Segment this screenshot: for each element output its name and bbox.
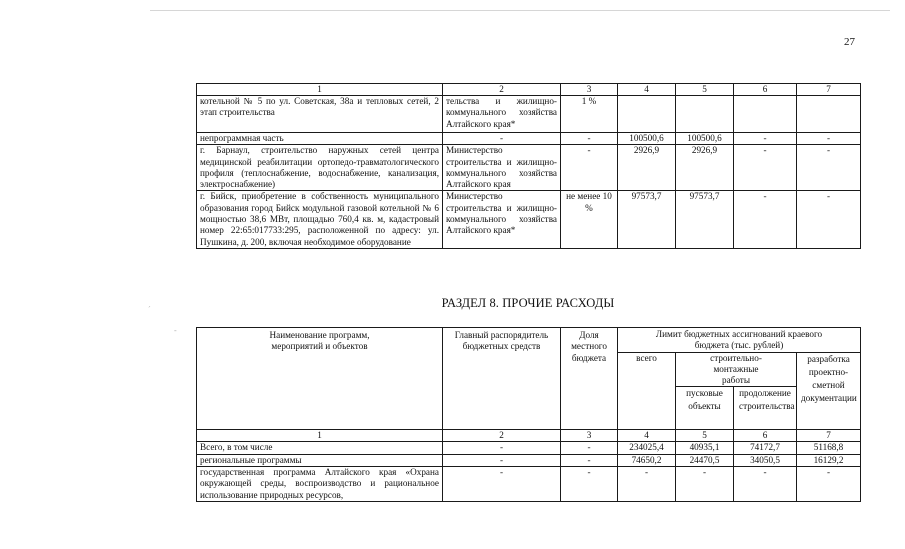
share-cell: 1 % [561,96,618,133]
amount-cell [734,96,797,133]
scan-mark: - [174,326,177,335]
amount-cell: 51168,8 [797,442,861,454]
colnum-cell: 3 [561,430,618,442]
manager-cell: Министерство строительства и жилищно-коммунального хозяйства Алтайского края [443,145,561,191]
amount-cell: - [734,133,797,145]
header-total: всего [618,352,676,430]
table-row [197,442,861,454]
colnum-cell: 5 [676,84,734,96]
amount-cell: 74650,2 [618,454,676,466]
amount-cell: 40935,1 [676,442,734,454]
amount-cell [797,96,861,133]
program-name-cell: Всего, в том числе [197,442,443,454]
header-construction: строительно-монтажные работы [676,352,797,387]
colnum-cell: 5 [676,430,734,442]
header-launch: пусковые объекты [676,387,734,430]
colnum-cell: 7 [797,84,861,96]
program-name-cell: государственная программа Алтайского края «Охрана окружающей среды, воспроизводство и рациональное использование природных ресурсов, [197,467,443,502]
colnum-cell: 1 [197,84,443,96]
column-number-row [197,84,861,96]
share-cell: - [561,145,618,191]
amount-cell: - [734,145,797,191]
share-cell: - [561,467,618,502]
amount-cell: - [734,191,797,248]
amount-cell: - [618,467,676,502]
continuation-table [196,83,861,249]
table-row [197,191,861,248]
manager-cell: - [443,133,561,145]
amount-cell: 97573,7 [676,191,734,248]
header-manager: Главный распорядитель бюджетных средств [443,328,561,430]
header-name: Наименование программ, мероприятий и объектов [197,328,443,430]
table-row [197,145,861,191]
colnum-cell: 2 [443,430,561,442]
colnum-cell: 4 [618,84,676,96]
manager-cell: - [443,454,561,466]
header-design: разработка проектно-сметной документации [797,352,861,430]
table-row [197,96,861,133]
share-cell: не менее 10 % [561,191,618,248]
manager-cell: тельства и жилищно-коммунального хозяйства Алтайского края* [443,96,561,133]
amount-cell: - [797,133,861,145]
amount-cell: - [797,145,861,191]
amount-cell: 24470,5 [676,454,734,466]
amount-cell: - [797,191,861,248]
colnum-cell: 6 [734,84,797,96]
other-expenses-table [196,327,861,502]
amount-cell [676,96,734,133]
colnum-cell: 1 [197,430,443,442]
amount-cell: 100500,6 [618,133,676,145]
object-name-cell: г. Барнаул, строительство наружных сетей центра медицинской реабилитации ортопедо-травматологического профиля (теплоснабжение, водоснабжение, канализация, электроснабжение) [197,145,443,191]
amount-cell: 97573,7 [618,191,676,248]
object-name-cell: непрограммная часть [197,133,443,145]
header-limit: Лимит бюджетных ассигнований краевого бюджета (тыс. рублей) [618,328,861,353]
amount-cell: - [797,467,861,502]
page-number: 27 [844,36,855,48]
colnum-cell: 2 [443,84,561,96]
colnum-cell: 6 [734,430,797,442]
colnum-cell: 4 [618,430,676,442]
amount-cell: - [734,467,797,502]
amount-cell: 34050,5 [734,454,797,466]
colnum-cell: 7 [797,430,861,442]
colnum-cell: 3 [561,84,618,96]
amount-cell [618,96,676,133]
scan-mark: ´ [148,305,151,314]
program-name-cell: региональные программы [197,454,443,466]
manager-cell: - [443,442,561,454]
column-number-row [197,430,861,442]
table-row [197,133,861,145]
share-cell: - [561,454,618,466]
amount-cell: 100500,6 [676,133,734,145]
object-name-cell: котельной № 5 по ул. Советская, 38а и тепловых сетей, 2 этап строительства [197,96,443,133]
header-row [197,328,861,353]
table-row [197,467,861,502]
share-cell: - [561,133,618,145]
header-share: Доля местного бюджета [561,328,618,430]
manager-cell: - [443,467,561,502]
amount-cell: 74172,7 [734,442,797,454]
amount-cell: - [676,467,734,502]
amount-cell: 2926,9 [676,145,734,191]
section-heading: РАЗДЕЛ 8. ПРОЧИЕ РАСХОДЫ [441,296,615,310]
amount-cell: 234025,4 [618,442,676,454]
manager-cell: Министерство строительства и жилищно-коммунального хозяйства Алтайского края* [443,191,561,248]
amount-cell: 16129,2 [797,454,861,466]
table-row [197,454,861,466]
header-continuing: продолжение строительства [734,387,797,430]
amount-cell: 2926,9 [618,145,676,191]
share-cell: - [561,442,618,454]
scan-artifact-top [150,10,890,11]
object-name-cell: г. Бийск, приобретение в собственность муниципального образования город Бийск модульной газовой котельной № 6 мощностью 38,6 МВт, площадью 760,4 кв. м, кадастровый номер 22:65:017733:295, расположенной по адресу: ул. Пушкина, д. 200, включая необходимое оборудование [197,191,443,248]
